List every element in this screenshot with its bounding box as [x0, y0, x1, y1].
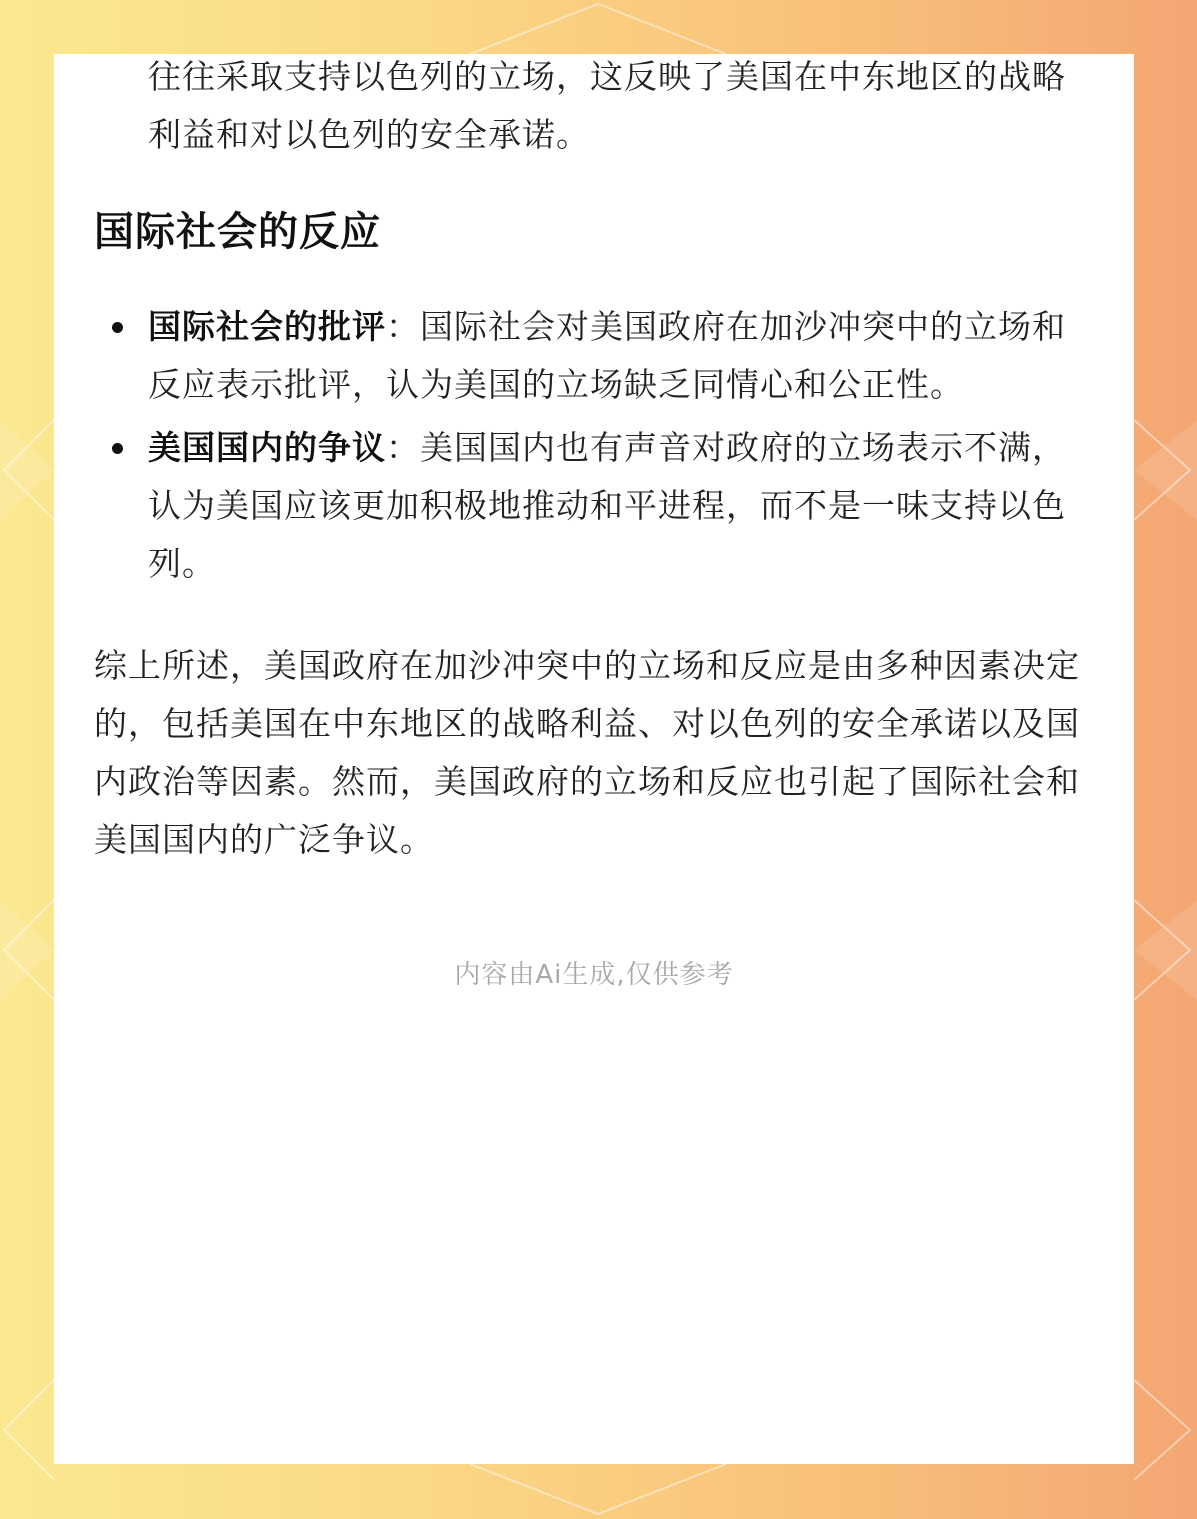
content-card — [54, 54, 1134, 1464]
bullet-title: 国际社会的批评 — [148, 307, 386, 346]
bullet-title: 美国国内的争议 — [148, 428, 386, 467]
ai-disclaimer-note: 内容由Ai生成,仅供参考 — [454, 960, 734, 990]
bullet-text: ：美国国内也有声音对政府的立场表示不满，认为美国应该更加积极地推动和平进程，而不是一味支持以色列。 — [148, 428, 1066, 583]
bullet-item — [94, 298, 1082, 414]
bullet-dot-icon — [112, 443, 123, 454]
previous-paragraph-continuation: 往往采取支持以色列的立场，这反映了美国在中东地区的战略利益和对以色列的安全承诺。 — [148, 57, 1066, 154]
bullet-text: ：国际社会对美国政府在加沙冲突中的立场和反应表示批评，认为美国的立场缺乏同情心和公正性。 — [148, 307, 1066, 404]
section-heading: 国际社会的反应 — [94, 209, 381, 255]
bullet-list — [94, 298, 1082, 593]
bullet-dot-icon — [112, 322, 123, 333]
summary-paragraph: 综上所述，美国政府在加沙冲突中的立场和反应是由多种因素决定的，包括美国在中东地区的战略利益、对以色列的安全承诺以及国内政治等因素。然而，美国政府的立场和反应也引起了国际社会和美国国内的广泛争议。 — [94, 646, 1080, 859]
bullet-item — [94, 419, 1082, 593]
